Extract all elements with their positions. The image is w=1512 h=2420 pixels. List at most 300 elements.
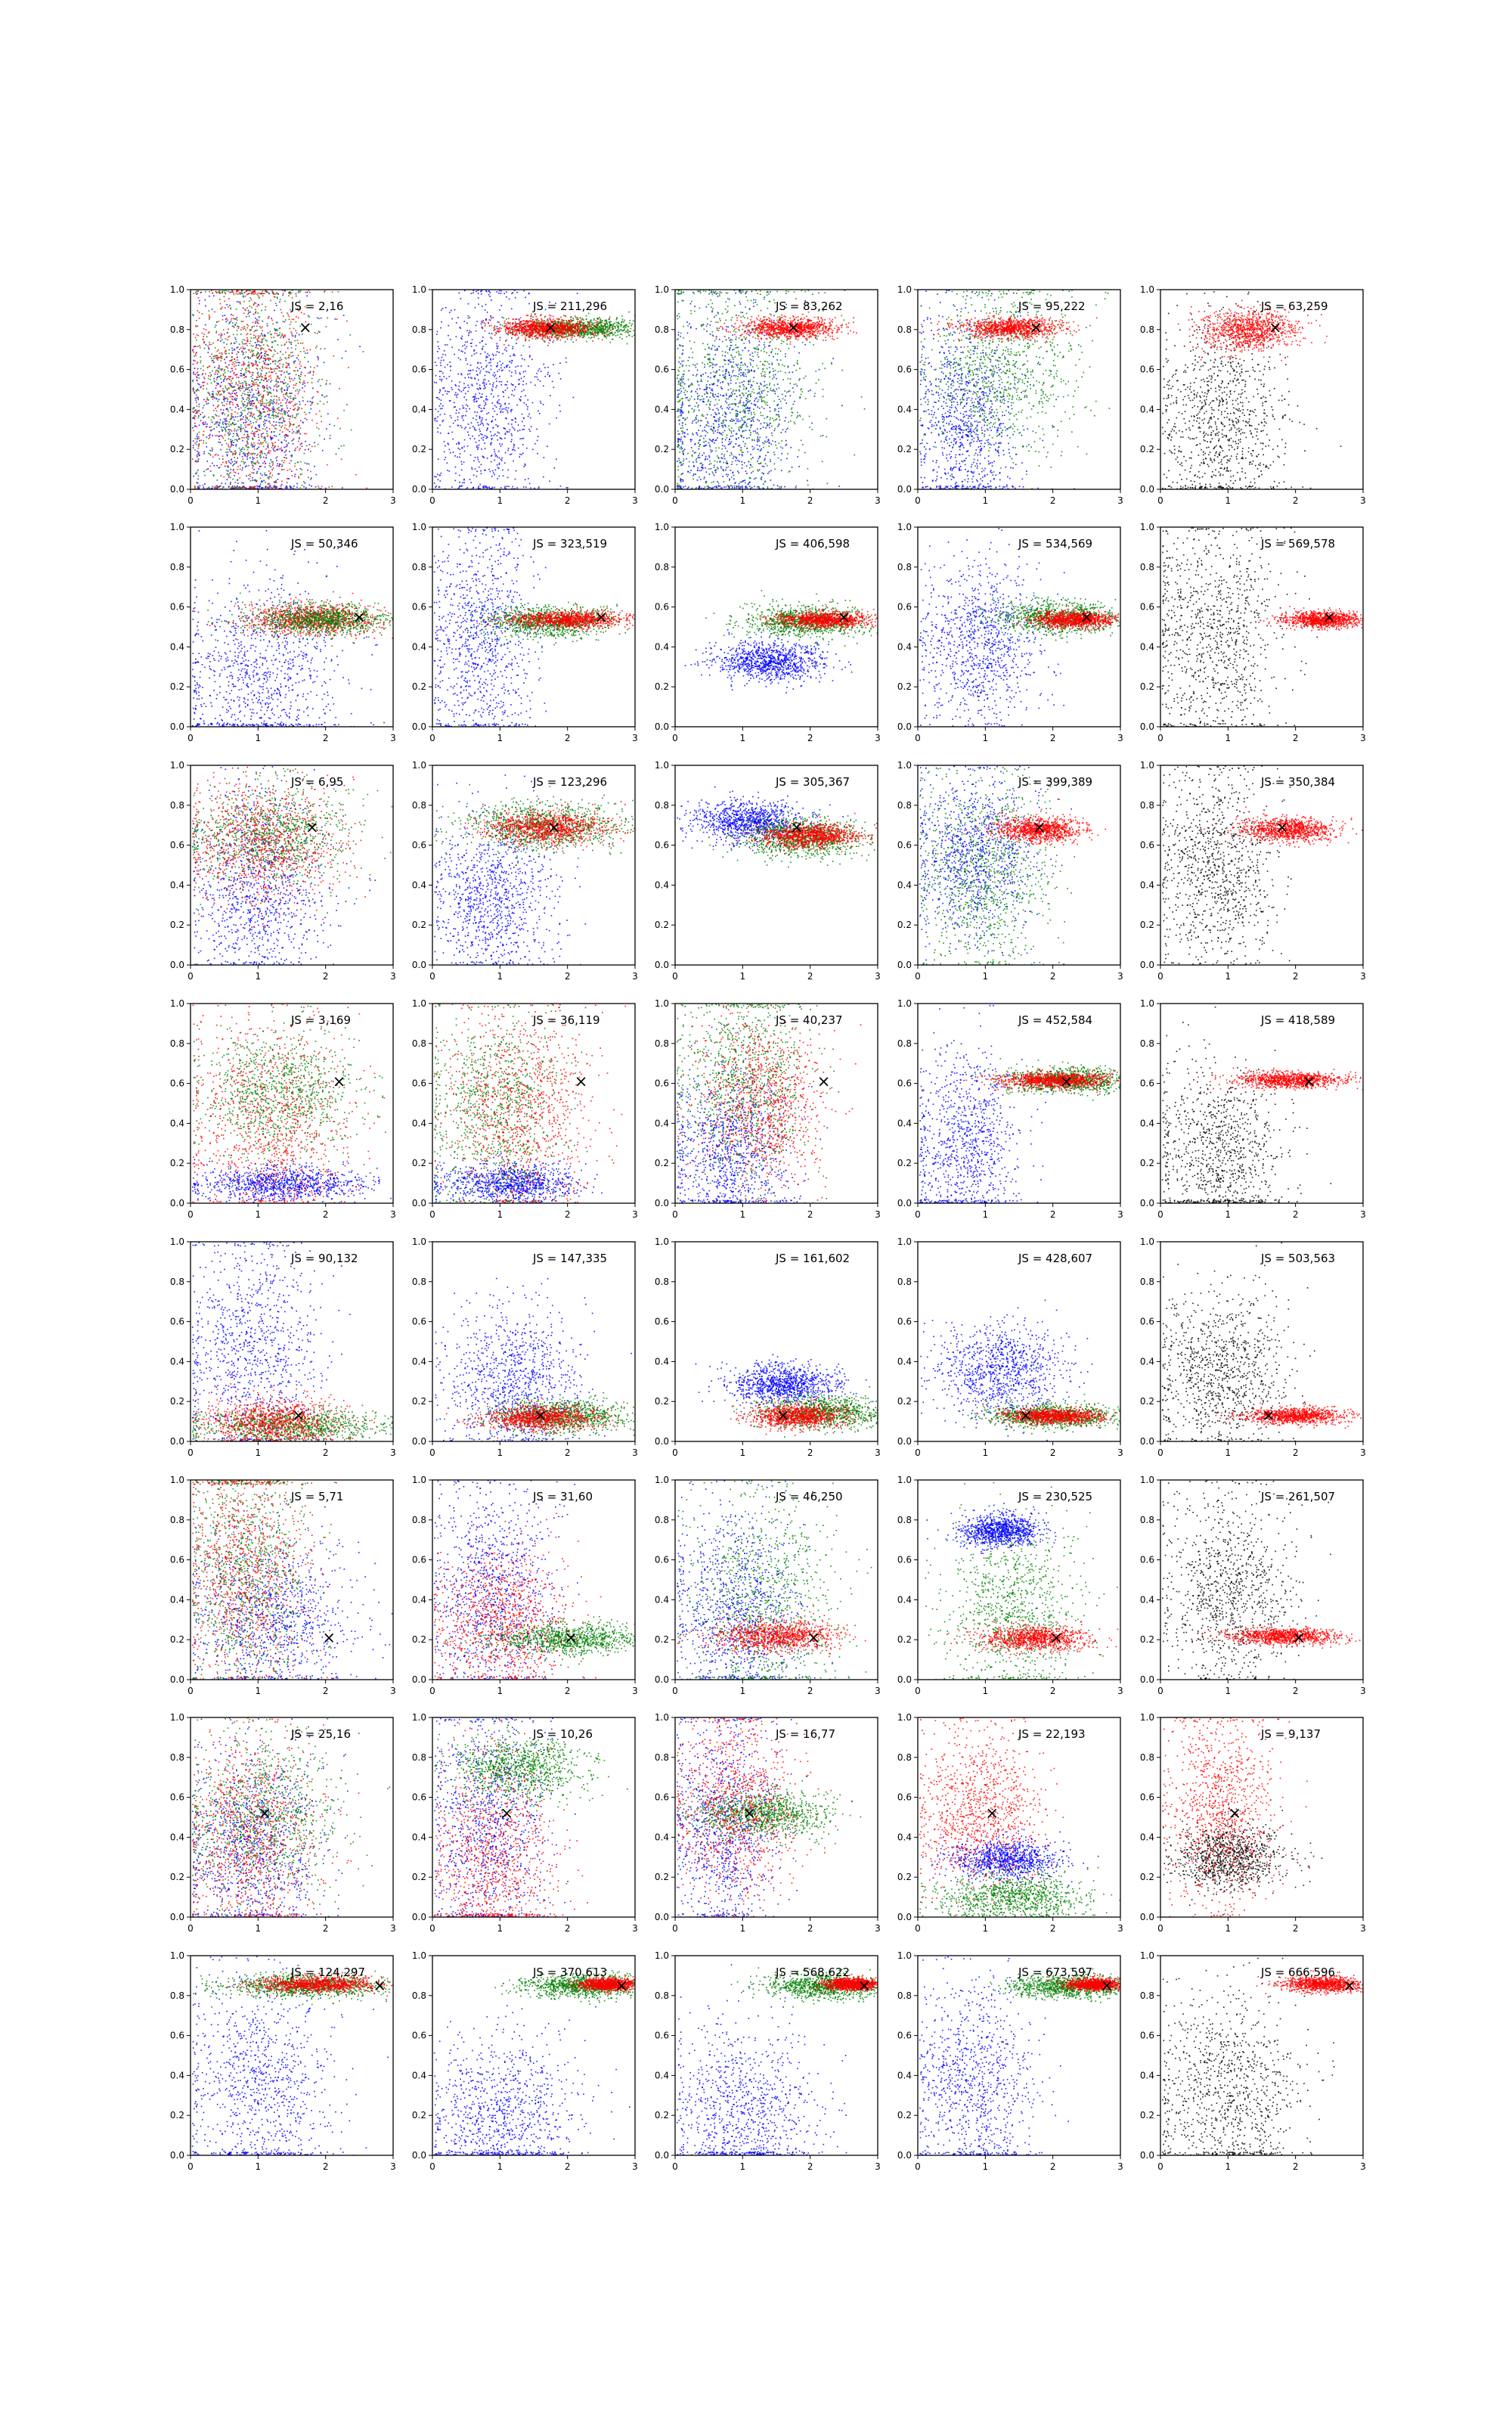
scatter-point — [209, 349, 210, 350]
scatter-point — [232, 465, 234, 467]
scatter-point — [290, 292, 291, 293]
scatter-point — [272, 463, 274, 464]
scatter-point — [274, 340, 275, 342]
scatter-point — [491, 461, 492, 463]
scatter-point — [277, 413, 279, 414]
scatter-point — [439, 475, 441, 476]
scatter-point — [231, 446, 232, 448]
scatter-point — [244, 424, 246, 426]
scatter-point — [248, 408, 249, 409]
scatter-point — [479, 392, 481, 394]
scatter-point — [293, 398, 294, 399]
scatter-point — [503, 396, 504, 398]
scatter-point — [497, 326, 498, 327]
scatter-point — [243, 459, 244, 461]
scatter-point — [287, 312, 288, 314]
scatter-point — [539, 413, 541, 414]
scatter-point — [482, 306, 483, 307]
scatter-point — [521, 365, 522, 367]
scatter-point — [255, 330, 256, 331]
scatter-point — [515, 371, 516, 372]
scatter-point — [499, 403, 500, 405]
scatter-point — [522, 414, 523, 415]
scatter-point — [219, 352, 221, 354]
scatter-point — [319, 411, 321, 412]
scatter-point — [559, 362, 561, 364]
scatter-point — [265, 442, 267, 443]
scatter-point — [469, 438, 471, 439]
scatter-point — [297, 371, 299, 372]
scatter-point — [218, 291, 220, 293]
scatter-point — [196, 377, 197, 378]
scatter-point — [234, 424, 235, 426]
scatter-point — [197, 451, 198, 452]
scatter-point — [296, 358, 298, 359]
scatter-point — [538, 436, 539, 437]
scatter-point — [243, 437, 245, 439]
scatter-point — [321, 416, 322, 417]
scatter-point — [445, 445, 446, 447]
scatter-point — [482, 346, 484, 347]
scatter-point — [299, 361, 301, 363]
scatter-point — [475, 457, 476, 458]
scatter-point — [213, 475, 215, 476]
scatter-point — [481, 438, 482, 439]
scatter-point — [460, 461, 462, 463]
scatter-point — [468, 318, 469, 319]
scatter-point — [236, 383, 237, 385]
scatter-point — [194, 355, 195, 357]
scatter-point — [562, 322, 564, 324]
scatter-point — [208, 332, 209, 334]
scatter-point — [499, 476, 500, 477]
scatter-point — [633, 330, 634, 331]
scatter-point — [199, 300, 200, 302]
scatter-point — [608, 334, 609, 335]
scatter-point — [257, 384, 259, 386]
scatter-point — [194, 487, 196, 489]
scatter-point — [475, 468, 476, 470]
scatter-point — [627, 343, 628, 345]
scatter-point — [243, 387, 245, 389]
scatter-point — [500, 411, 502, 412]
scatter-point — [346, 404, 348, 405]
scatter-point — [220, 419, 222, 420]
scatter-point — [532, 402, 534, 404]
scatter-point — [478, 297, 479, 299]
scatter-point — [299, 449, 300, 451]
scatter-point — [198, 458, 200, 460]
scatter-point — [253, 380, 254, 382]
scatter-point — [247, 431, 249, 433]
scatter-point — [296, 469, 298, 470]
scatter-point — [229, 305, 231, 306]
scatter-point — [208, 453, 209, 455]
scatter-point — [215, 370, 217, 371]
scatter-point — [476, 470, 478, 472]
scatter-point — [212, 293, 213, 294]
scatter-point — [241, 482, 243, 484]
scatter-point — [451, 310, 452, 312]
scatter-point — [196, 412, 197, 414]
scatter-point — [518, 424, 519, 426]
scatter-point — [293, 424, 294, 426]
scatter-point — [234, 475, 235, 476]
scatter-point — [262, 334, 263, 336]
scatter-point — [254, 290, 256, 292]
scatter-point — [502, 353, 503, 355]
scatter-point — [536, 373, 538, 374]
scatter-point — [238, 473, 240, 474]
scatter-point — [593, 320, 595, 321]
scatter-point — [500, 293, 502, 294]
scatter-point — [216, 435, 218, 436]
scatter-point — [272, 475, 274, 476]
scatter-point — [478, 362, 479, 364]
scatter-point — [240, 385, 241, 386]
scatter-point — [306, 463, 308, 464]
scatter-point — [483, 380, 485, 381]
scatter-point — [271, 431, 272, 433]
scatter-point — [263, 361, 265, 362]
scatter-point — [334, 425, 336, 427]
scatter-point — [239, 383, 240, 384]
scatter-point — [264, 362, 265, 364]
scatter-point — [627, 332, 628, 334]
scatter-point — [543, 364, 544, 365]
scatter-point — [506, 318, 507, 320]
scatter-point — [230, 396, 231, 398]
scatter-point — [254, 380, 256, 381]
scatter-point — [459, 382, 460, 383]
scatter-point — [460, 298, 462, 299]
scatter-point — [480, 411, 482, 412]
scatter-point — [466, 399, 467, 401]
scatter-point — [439, 379, 441, 380]
scatter-point — [476, 367, 478, 368]
scatter-point — [237, 320, 238, 321]
scatter-point — [609, 328, 611, 330]
scatter-point — [231, 321, 232, 322]
scatter-point — [238, 408, 240, 410]
scatter-point — [474, 398, 476, 399]
scatter-point — [324, 439, 325, 440]
scatter-point — [231, 385, 232, 386]
scatter-point — [249, 306, 251, 307]
scatter-point — [291, 292, 293, 293]
scatter-point — [560, 486, 562, 487]
scatter-point — [299, 368, 301, 370]
scatter-point — [256, 319, 258, 321]
scatter-point — [222, 354, 223, 355]
scatter-point — [617, 326, 618, 327]
scatter-point — [195, 355, 197, 356]
scatter-point — [266, 420, 268, 421]
scatter-point — [193, 476, 194, 477]
scatter-point — [436, 420, 438, 422]
scatter-point — [225, 483, 227, 485]
y-tick-label: 0.6 — [170, 365, 184, 375]
scatter-point — [208, 378, 209, 380]
scatter-point — [225, 390, 226, 392]
scatter-point — [278, 397, 280, 399]
scatter-point — [471, 355, 472, 357]
scatter-point — [194, 410, 196, 411]
scatter-point — [269, 465, 271, 467]
scatter-point — [267, 436, 268, 437]
scatter-point — [336, 454, 337, 455]
scatter-point — [339, 388, 340, 389]
scatter-point — [472, 339, 473, 340]
scatter-point — [449, 449, 451, 451]
scatter-point — [316, 474, 318, 476]
scatter-point — [538, 379, 539, 380]
scatter-point — [280, 357, 281, 358]
scatter-point — [243, 313, 245, 315]
scatter-point — [245, 431, 246, 433]
scatter-point — [232, 399, 234, 401]
scatter-point — [248, 384, 249, 386]
scatter-point — [242, 418, 243, 420]
scatter-point — [209, 454, 211, 455]
scatter-point — [262, 321, 263, 322]
scatter-point — [231, 343, 232, 344]
scatter-point — [218, 376, 220, 377]
scatter-point — [224, 290, 225, 292]
scatter-point — [476, 325, 477, 327]
scatter-point — [197, 310, 199, 312]
scatter-point — [260, 358, 262, 359]
scatter-point — [261, 433, 262, 435]
scatter-point — [241, 395, 243, 396]
scatter-point — [203, 399, 205, 401]
scatter-point — [263, 480, 265, 482]
scatter-point — [247, 313, 249, 315]
scatter-point — [593, 324, 594, 326]
scatter-point — [276, 403, 277, 405]
scatter-point — [277, 408, 278, 410]
scatter-point — [488, 486, 490, 488]
scatter-point — [313, 372, 314, 374]
scatter-point — [282, 425, 284, 427]
scatter-point — [253, 384, 254, 386]
scatter-point — [259, 487, 260, 489]
scatter-point — [438, 411, 439, 412]
scatter-point — [209, 342, 210, 343]
scatter-point — [224, 359, 225, 361]
scatter-point — [549, 480, 550, 482]
scatter-point — [511, 293, 513, 294]
scatter-point — [225, 418, 227, 420]
scatter-point — [203, 385, 204, 386]
scatter-point — [220, 375, 222, 377]
scatter-point — [228, 349, 230, 351]
scatter-point — [222, 486, 224, 488]
scatter-point — [491, 435, 492, 436]
scatter-point — [308, 477, 309, 479]
scatter-point — [222, 358, 223, 359]
scatter-point — [292, 429, 293, 430]
scatter-point — [291, 401, 293, 402]
scatter-point — [589, 323, 590, 324]
scatter-point — [261, 405, 262, 406]
scatter-point — [215, 355, 216, 357]
scatter-point — [246, 421, 247, 423]
scatter-point — [268, 333, 269, 334]
scatter-point — [236, 347, 237, 349]
scatter-point — [231, 442, 232, 444]
scatter-point — [495, 387, 497, 389]
scatter-point — [314, 466, 315, 467]
scatter-point — [209, 450, 211, 451]
scatter-point — [303, 486, 305, 488]
scatter-point — [238, 380, 240, 382]
scatter-point — [246, 372, 247, 374]
scatter-point — [326, 326, 327, 327]
scatter-point — [629, 320, 631, 321]
scatter-point — [622, 318, 624, 320]
scatter-point — [216, 322, 218, 324]
scatter-point — [247, 397, 249, 399]
scatter-point — [198, 446, 200, 448]
scatter-point — [479, 484, 481, 486]
scatter-point — [237, 293, 239, 295]
scatter-point — [269, 463, 271, 464]
scatter-point — [482, 348, 483, 349]
scatter-point — [232, 364, 234, 365]
scatter-point — [215, 374, 216, 375]
scatter-point — [246, 405, 248, 406]
scatter-point — [466, 405, 467, 406]
scatter-point — [499, 309, 500, 311]
scatter-point — [200, 356, 202, 358]
scatter-point — [240, 415, 242, 417]
scatter-point — [289, 463, 290, 464]
scatter-point — [220, 303, 222, 305]
scatter-point — [246, 417, 248, 418]
scatter-point — [228, 376, 230, 377]
scatter-point — [284, 420, 286, 422]
cluster-green — [468, 312, 686, 346]
scatter-point — [275, 330, 277, 332]
scatter-point — [243, 346, 244, 348]
scatter-point — [519, 456, 520, 458]
scatter-point — [277, 298, 278, 299]
scatter-point — [266, 385, 268, 386]
scatter-point — [565, 334, 567, 336]
scatter-point — [243, 326, 245, 327]
scatter-point — [232, 350, 234, 352]
scatter-point — [528, 365, 529, 367]
scatter-point — [445, 390, 446, 392]
scatter-point — [544, 457, 545, 458]
scatter-points — [192, 290, 367, 491]
scatter-point — [215, 387, 217, 389]
scatter-point — [237, 469, 238, 470]
scatter-point — [289, 316, 290, 318]
scatter-point — [196, 352, 197, 353]
scatter-point — [481, 408, 482, 409]
scatter-point — [565, 341, 566, 343]
scatter-point — [301, 469, 302, 470]
scatter-point — [320, 401, 321, 402]
scatter-point — [213, 295, 215, 296]
scatter-point — [492, 374, 494, 376]
scatter-point — [271, 476, 272, 478]
scatter-point — [203, 336, 204, 337]
scatter-point — [318, 379, 320, 380]
scatter-point — [285, 357, 287, 358]
scatter-point — [303, 348, 305, 349]
scatter-point — [234, 361, 236, 362]
scatter-point — [298, 355, 299, 356]
scatter-point — [293, 431, 295, 433]
scatter-point — [268, 292, 269, 293]
scatter-point — [230, 407, 231, 408]
scatter-point — [505, 452, 507, 454]
scatter-point — [460, 425, 462, 427]
scatter-point — [482, 396, 483, 398]
scatter-point — [229, 360, 231, 361]
scatter-point — [447, 391, 448, 392]
scatter-point — [280, 486, 282, 487]
scatter-point — [304, 411, 305, 413]
scatter-point — [359, 346, 361, 347]
scatter-point — [509, 431, 510, 433]
scatter-point — [253, 322, 254, 324]
scatter-point — [266, 291, 268, 293]
scatter-point — [572, 342, 574, 343]
scatter-point — [534, 376, 536, 377]
scatter-point — [627, 330, 629, 332]
scatter-point — [530, 417, 531, 419]
scatter-point — [464, 352, 466, 354]
scatter-point — [277, 296, 278, 298]
scatter-point — [482, 487, 484, 489]
scatter-point — [525, 486, 527, 488]
scatter-point — [481, 423, 482, 424]
scatter-point — [245, 488, 246, 489]
scatter-point — [496, 343, 497, 345]
scatter-point — [517, 430, 519, 432]
scatter-point — [270, 399, 271, 401]
cluster-green — [192, 290, 364, 491]
scatter-point — [318, 358, 319, 359]
scatter-point — [345, 351, 347, 352]
scatter-point — [507, 486, 508, 487]
scatter-point — [249, 358, 251, 359]
scatter-point — [234, 294, 235, 296]
scatter-point — [485, 399, 487, 401]
scatter-point — [646, 333, 648, 334]
scatter-point — [476, 290, 477, 292]
scatter-point — [570, 335, 572, 337]
scatter-point — [624, 325, 625, 327]
scatter-point — [282, 366, 284, 368]
scatter-point — [455, 467, 457, 468]
scatter-point — [307, 470, 308, 471]
scatter-point — [251, 453, 253, 455]
scatter-point — [237, 374, 238, 375]
scatter-point — [258, 356, 259, 358]
scatter-point — [330, 435, 331, 436]
scatter-point — [316, 414, 318, 415]
scatter-point — [265, 458, 267, 459]
scatter-point — [597, 328, 599, 330]
scatter-point — [443, 360, 445, 361]
scatter-point — [477, 457, 479, 458]
scatter-point — [454, 407, 455, 408]
